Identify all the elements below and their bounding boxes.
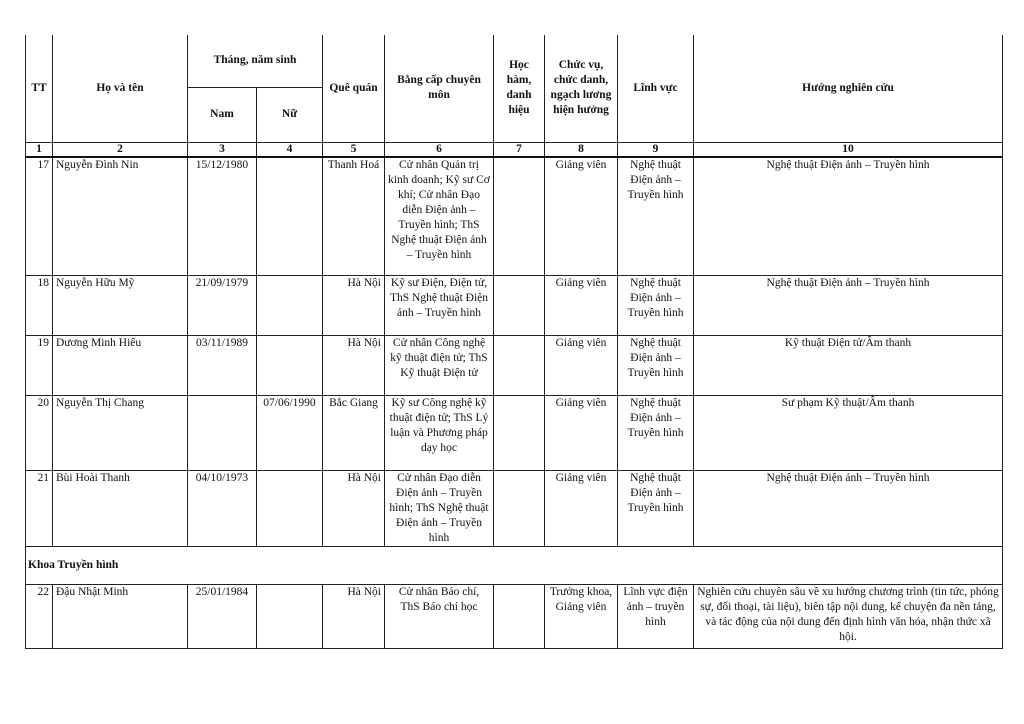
row-field: Nghệ thuật Điện ảnh – Truyền hình: [618, 471, 694, 547]
row-hometown: Hà Nội: [323, 585, 385, 649]
header-female: Nữ: [257, 87, 323, 142]
row-name: Nguyễn Thị Chang: [53, 396, 188, 471]
row-birth-female: [257, 471, 323, 547]
col-number: 3: [188, 142, 257, 157]
row-name: Nguyễn Hữu Mỹ: [53, 276, 188, 336]
col-number: 10: [694, 142, 1003, 157]
row-tt: 22: [26, 585, 53, 649]
row-hometown: Hà Nội: [323, 471, 385, 547]
col-number: 6: [385, 142, 494, 157]
row-name: Đậu Nhật Minh: [53, 585, 188, 649]
header-tt: TT: [26, 35, 53, 142]
header-name: Họ và tên: [53, 35, 188, 142]
row-academic: [494, 336, 545, 396]
col-number: 2: [53, 142, 188, 157]
row-hometown: Hà Nội: [323, 336, 385, 396]
header-position: Chức vụ, chức danh, ngạch lương hiện hưởng: [545, 35, 618, 142]
col-number: 9: [618, 142, 694, 157]
row-birth-male: 21/09/1979: [188, 276, 257, 336]
row-birth-male: 03/11/1989: [188, 336, 257, 396]
row-degree: Kỹ sư Điện, Điện tử, ThS Nghệ thuật Điện ảnh – Truyền hình: [385, 276, 494, 336]
row-field: Lĩnh vực điện ảnh – truyền hình: [618, 585, 694, 649]
row-birth-male: 04/10/1973: [188, 471, 257, 547]
row-tt: 20: [26, 396, 53, 471]
col-number: 7: [494, 142, 545, 157]
row-name: Bùi Hoài Thanh: [53, 471, 188, 547]
col-number: 8: [545, 142, 618, 157]
row-birth-female: [257, 157, 323, 276]
header-degree: Bằng cấp chuyên môn: [385, 35, 494, 142]
row-field: Nghệ thuật Điện ảnh – Truyền hình: [618, 157, 694, 276]
header-academic: Học hàm, danh hiệu: [494, 35, 545, 142]
col-number: 4: [257, 142, 323, 157]
row-birth-female: [257, 336, 323, 396]
row-field: Nghệ thuật Điện ảnh – Truyền hình: [618, 336, 694, 396]
table-row: [26, 336, 1003, 396]
col-number: 5: [323, 142, 385, 157]
row-degree: Cử nhân Công nghệ kỹ thuật điện tử; ThS Kỹ thuật Điện tử: [385, 336, 494, 396]
table-row: [26, 585, 1003, 649]
row-position: Giảng viên: [545, 276, 618, 336]
row-birth-male: 15/12/1980: [188, 157, 257, 276]
row-research: Nghệ thuật Điện ảnh – Truyền hình: [694, 157, 1003, 276]
header-field: Lĩnh vực: [618, 35, 694, 142]
row-tt: 19: [26, 336, 53, 396]
header-birth: Tháng, năm sinh: [188, 35, 323, 87]
row-tt: 21: [26, 471, 53, 547]
row-degree: Cử nhân Quản trị kinh doanh; Kỹ sư Cơ khí; Cử nhân Đạo diễn Điện ảnh – Truyền hình; ThS Nghệ thuật Điện ảnh – Truyền hình: [385, 157, 494, 276]
table-row: [26, 396, 1003, 471]
row-research: Nghệ thuật Điện ảnh – Truyền hình: [694, 471, 1003, 547]
row-tt: 17: [26, 157, 53, 276]
row-name: Dương Minh Hiếu: [53, 336, 188, 396]
header-research: Hướng nghiên cứu: [694, 35, 1003, 142]
row-position: Trưởng khoa, Giảng viên: [545, 585, 618, 649]
section-title: Khoa Truyền hình: [26, 547, 1003, 585]
row-degree: Kỹ sư Công nghệ kỹ thuật điện tử; ThS Lý luận và Phương pháp dạy học: [385, 396, 494, 471]
row-research: Nghệ thuật Điện ảnh – Truyền hình: [694, 276, 1003, 336]
row-birth-female: [257, 276, 323, 336]
row-research: Kỹ thuật Điện tử/Âm thanh: [694, 336, 1003, 396]
row-hometown: Hà Nội: [323, 276, 385, 336]
row-birth-male: 25/01/1984: [188, 585, 257, 649]
row-name: Nguyễn Đình Nin: [53, 157, 188, 276]
row-position: Giảng viên: [545, 471, 618, 547]
row-field: Nghệ thuật Điện ảnh – Truyền hình: [618, 276, 694, 336]
row-academic: [494, 157, 545, 276]
col-number: 1: [26, 142, 53, 157]
header-male: Nam: [188, 87, 257, 142]
row-degree: Cử nhân Đạo diễn Điện ảnh – Truyền hình; ThS Nghệ thuật Điện ảnh – Truyền hình: [385, 471, 494, 547]
row-birth-male: [188, 396, 257, 471]
row-field: Nghệ thuật Điện ảnh – Truyền hình: [618, 396, 694, 471]
row-academic: [494, 396, 545, 471]
row-degree: Cử nhân Báo chí, ThS Báo chí học: [385, 585, 494, 649]
row-position: Giảng viên: [545, 396, 618, 471]
row-hometown: Thanh Hoá: [323, 157, 385, 276]
section-row: [26, 547, 1003, 585]
table-row: [26, 157, 1003, 276]
row-tt: 18: [26, 276, 53, 336]
row-birth-female: 07/06/1990: [257, 396, 323, 471]
row-research: Nghiên cứu chuyên sâu về xu hướng chương trình (tin tức, phóng sự, đối thoại, tài liệu), biên tập nội dung, kể chuyện đa nền tảng, và tác động của nội dung đến định hình văn hóa, nhận thức xã hội.: [694, 585, 1003, 649]
row-position: Giảng viên: [545, 157, 618, 276]
row-academic: [494, 585, 545, 649]
row-research: Sư phạm Kỹ thuật/Âm thanh: [694, 396, 1003, 471]
row-birth-female: [257, 585, 323, 649]
row-position: Giảng viên: [545, 336, 618, 396]
staff-table: [25, 35, 1003, 649]
row-academic: [494, 276, 545, 336]
table-row: [26, 471, 1003, 547]
row-hometown: Bắc Giang: [323, 396, 385, 471]
row-academic: [494, 471, 545, 547]
header-hometown: Quê quán: [323, 35, 385, 142]
table-row: [26, 276, 1003, 336]
